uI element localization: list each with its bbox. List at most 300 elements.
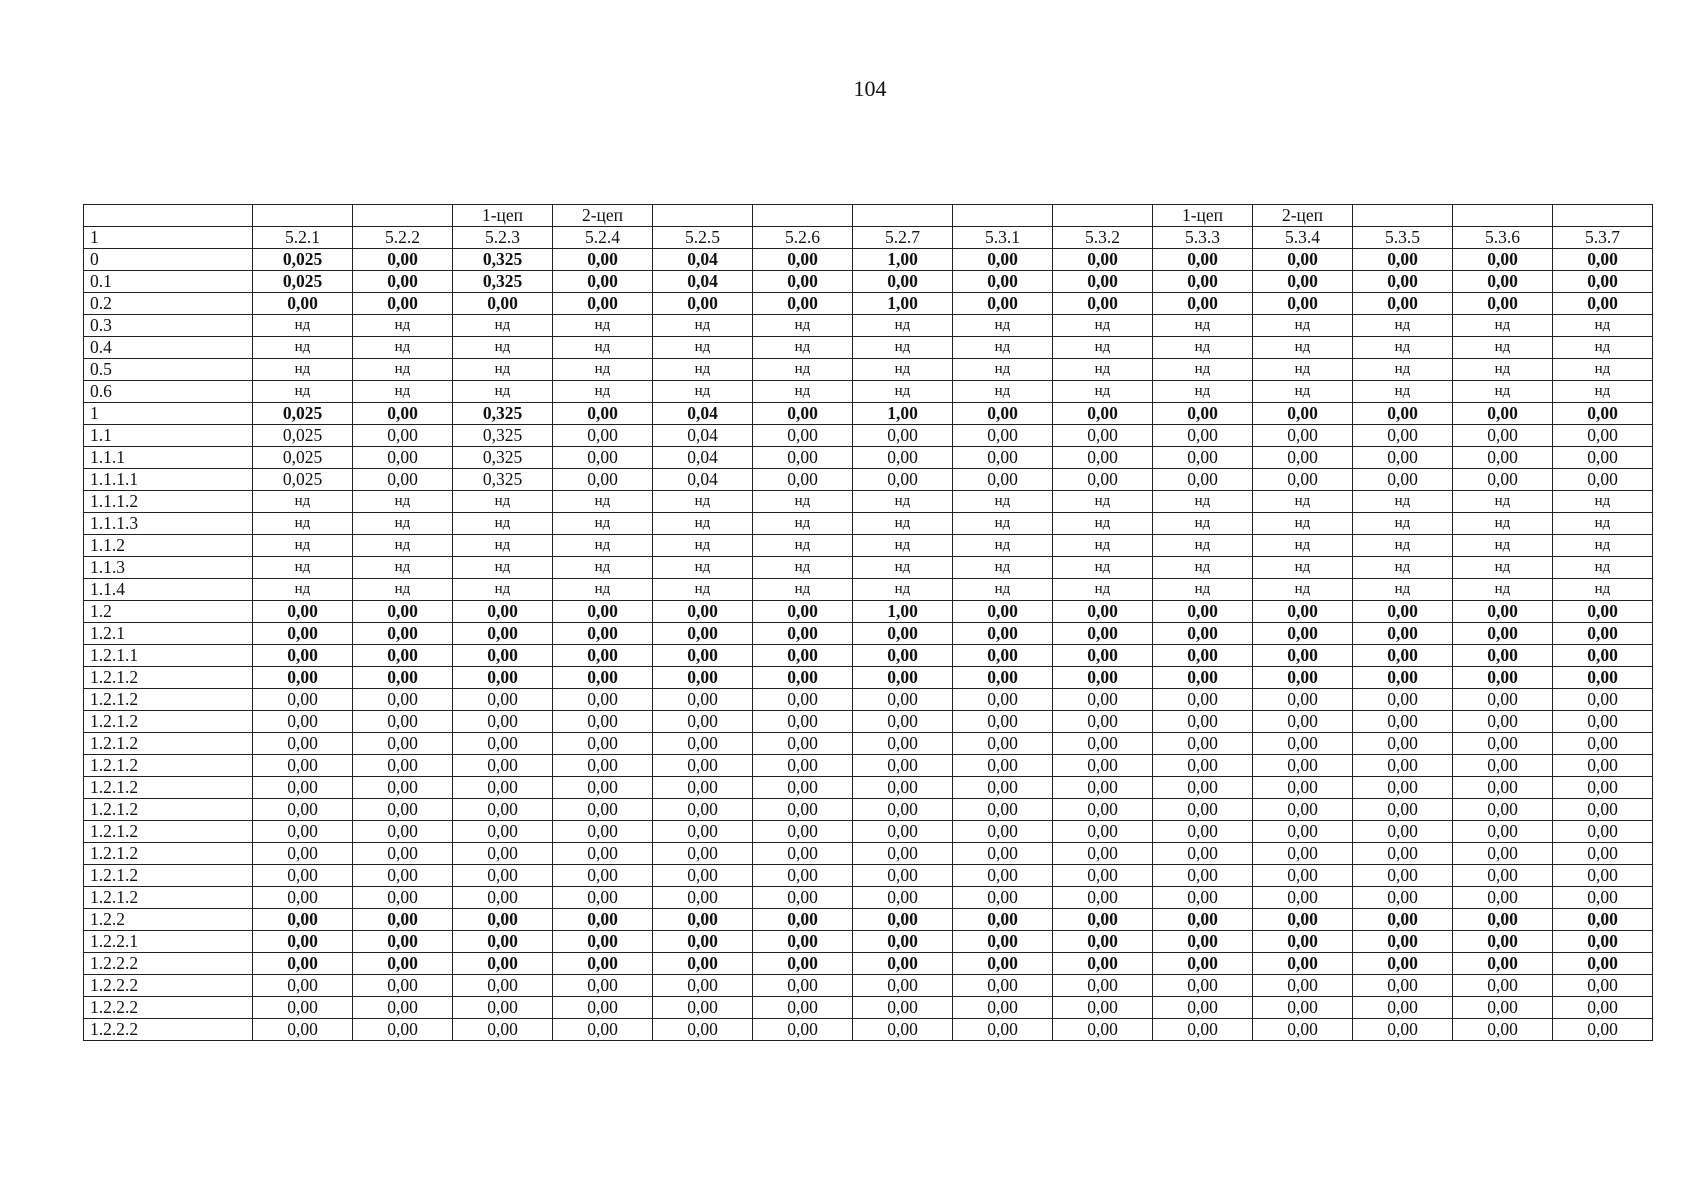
table-cell: 1,00 [853,403,953,425]
table-cell: нд [1153,315,1253,337]
table-cell: 0,00 [353,601,453,623]
table-cell: 0,00 [653,931,753,953]
table-cell: 0,00 [253,953,353,975]
table-cell: 0,00 [753,293,853,315]
table-cell: 0,00 [1153,689,1253,711]
table-cell: 0,00 [1253,887,1353,909]
table-cell: 0,00 [353,953,453,975]
table-cell: 0,04 [653,249,753,271]
table-row [84,711,1653,733]
table-cell: 0,00 [753,425,853,447]
table-cell: нд [653,381,753,403]
table-cell: 0,00 [253,777,353,799]
table-cell: 0,00 [1053,931,1153,953]
table-cell: 0,00 [753,447,853,469]
table-cell: 0,00 [953,887,1053,909]
table-cell: 0,00 [653,733,753,755]
table-cell: 0,00 [1053,601,1153,623]
row-label: 1.2.2.2 [84,953,253,975]
row-label: 1.2.1 [84,623,253,645]
table-cell: нд [1453,315,1553,337]
table-cell: 0,00 [453,843,553,865]
table-cell: 0,00 [1153,799,1253,821]
table-cell: 0,00 [1553,953,1653,975]
row-label: 1.2 [84,601,253,623]
table-cell: 0,00 [553,755,653,777]
table-cell: нд [1153,579,1253,601]
table-cell: 0,00 [1153,601,1253,623]
table-cell: 0,00 [1153,909,1253,931]
table-cell: нд [953,579,1053,601]
table-cell: 0,00 [1553,975,1653,997]
table-cell: нд [353,337,453,359]
table-cell: 0,00 [1353,403,1453,425]
table-cell: 0,00 [353,469,453,491]
table-cell: нд [653,359,753,381]
table-cell: нд [1053,491,1153,513]
table-cell: 0,00 [1253,403,1353,425]
table-cell: 0,00 [353,447,453,469]
table-cell: 0,00 [453,799,553,821]
table-cell: нд [1453,359,1553,381]
table-cell: нд [1553,513,1653,535]
table-cell: 0,00 [653,645,753,667]
row-label: 1.2.1.2 [84,821,253,843]
table-row [84,359,1653,381]
table-cell: нд [853,359,953,381]
table-cell: нд [753,557,853,579]
table-cell: нд [1453,337,1553,359]
table-cell: 0,00 [1353,755,1453,777]
table-cell: нд [753,491,853,513]
table-cell: 0,00 [453,689,553,711]
row-label: 0.4 [84,337,253,359]
table-cell: 0,00 [853,1019,953,1041]
table-cell: 0,00 [1153,997,1253,1019]
table-cell: 0,00 [753,777,853,799]
table-cell: нд [1553,491,1653,513]
table-cell: 0,00 [553,447,653,469]
table-cell: 0,00 [1253,821,1353,843]
table-cell: нд [1253,557,1353,579]
table-cell: 0,00 [553,997,653,1019]
row-label: 1.2.1.2 [84,755,253,777]
table-cell: 0,00 [1053,755,1153,777]
table-cell: 0,00 [753,601,853,623]
table-cell: 0,025 [253,271,353,293]
table-row [84,315,1653,337]
table-cell: 0,00 [1153,645,1253,667]
table-cell: нд [453,557,553,579]
table-cell: нд [953,535,1053,557]
table-cell: 0,00 [1053,249,1153,271]
table-cell: нд [1353,579,1453,601]
table-cell: 0,00 [753,755,853,777]
table-cell: 0,00 [1353,975,1453,997]
table-cell: 0,00 [853,469,953,491]
table-cell: нд [553,491,653,513]
table-cell: 0,00 [453,1019,553,1041]
table-cell: нд [553,315,653,337]
subheader-cell [853,205,953,227]
table-cell: 0,325 [453,425,553,447]
table-cell: 0,00 [453,667,553,689]
table-cell: 0,00 [353,997,453,1019]
subheader-row [84,205,1653,227]
table-cell: нд [1253,579,1353,601]
table-cell: нд [953,337,1053,359]
table-cell: 0,00 [753,733,853,755]
table-cell: 0,00 [1453,645,1553,667]
row-label: 1.2.1.2 [84,777,253,799]
table-cell: 1,00 [853,249,953,271]
table-cell: 0,00 [1353,271,1453,293]
table-cell: 0,00 [453,975,553,997]
table-cell: 0,00 [853,733,953,755]
table-cell: 0,025 [253,249,353,271]
table-cell: нд [1053,381,1153,403]
table-cell: 0,00 [1553,755,1653,777]
table-cell: нд [1453,535,1553,557]
table-cell: 0,00 [553,249,653,271]
table-cell: нд [1253,381,1353,403]
table-cell: 0,00 [853,997,953,1019]
table-cell: 0,00 [1353,865,1453,887]
table-cell: 0,00 [253,843,353,865]
table-cell: 0,00 [953,249,1053,271]
table-cell: 0,00 [753,667,853,689]
table-cell: 0,00 [853,271,953,293]
row-label: 1.1.1.2 [84,491,253,513]
row-label: 0.6 [84,381,253,403]
table-cell: нд [1353,535,1453,557]
table-cell: 0,00 [753,843,853,865]
table-cell: 0,00 [253,821,353,843]
table-cell: 0,00 [853,755,953,777]
table-cell: 0,00 [853,447,953,469]
table-cell: нд [1253,491,1353,513]
table-cell: 0,00 [753,997,853,1019]
table-cell: 0,00 [753,623,853,645]
table-cell: нд [953,381,1053,403]
table-cell: нд [1453,579,1553,601]
table-cell: нд [1253,315,1353,337]
table-cell: 0,00 [953,403,1053,425]
table-cell: 0,00 [553,711,653,733]
subheader-cell: 1-цеп [1153,205,1253,227]
row-label: 1.2.2 [84,909,253,931]
table-cell: 0,00 [853,799,953,821]
row-label: 0 [84,249,253,271]
table-cell: 0,00 [653,667,753,689]
table-cell: 0,00 [553,601,653,623]
table-cell: 0,00 [1253,975,1353,997]
table-cell: 0,00 [1053,425,1153,447]
subheader-cell: 1-цеп [453,205,553,227]
table-cell: нд [853,381,953,403]
subheader-cell: 2-цеп [1253,205,1353,227]
table-cell: нд [853,557,953,579]
table-cell: нд [253,359,353,381]
subheader-cell [953,205,1053,227]
table-cell: 0,00 [1053,271,1153,293]
table-cell: 0,00 [953,271,1053,293]
table-cell: 0,00 [253,601,353,623]
table-cell: нд [553,337,653,359]
table-cell: 0,00 [1453,843,1553,865]
table-cell: 0,00 [253,733,353,755]
table-cell: 0,00 [1553,733,1653,755]
table-cell: 0,00 [1453,425,1553,447]
table-cell: 0,00 [1253,667,1353,689]
table-cell: 0,00 [1353,887,1453,909]
table-cell: нд [453,535,553,557]
table-cell: нд [1553,535,1653,557]
table-row [84,645,1653,667]
table-cell: 0,00 [1253,997,1353,1019]
table-row [84,579,1653,601]
column-header: 5.2.1 [253,227,353,249]
table-cell: 0,00 [1453,271,1553,293]
table-cell: нд [853,315,953,337]
table-cell: нд [253,579,353,601]
row-label: 1 [84,403,253,425]
table-cell: 0,00 [353,909,453,931]
table-cell: нд [1453,513,1553,535]
table-cell: 0,00 [353,931,453,953]
table-cell: 0,00 [1153,249,1253,271]
row-label: 1.1.1.3 [84,513,253,535]
table-cell: 0,00 [953,645,1053,667]
table-cell: 0,00 [353,777,453,799]
table-cell: 0,00 [353,249,453,271]
table-cell: 0,00 [1353,447,1453,469]
subheader-cell [753,205,853,227]
table-cell: нд [1353,491,1453,513]
table-cell: нд [1553,337,1653,359]
table-cell: нд [553,579,653,601]
row-label: 1.1.2 [84,535,253,557]
table-cell: 0,00 [1553,403,1653,425]
table-cell: 0,00 [453,711,553,733]
column-header: 5.2.5 [653,227,753,249]
table-cell: 0,00 [1053,711,1153,733]
table-cell: 0,00 [1153,1019,1253,1041]
table-cell: нд [253,557,353,579]
row-label: 1.2.1.2 [84,689,253,711]
column-header: 5.2.4 [553,227,653,249]
table-row [84,249,1653,271]
subheader-cell [1053,205,1153,227]
table-cell: нд [1153,337,1253,359]
table-cell: 0,00 [1453,733,1553,755]
table-cell: 0,00 [253,667,353,689]
table-cell: 0,00 [1453,887,1553,909]
table-row [84,887,1653,909]
table-cell: нд [1253,337,1353,359]
table-cell: 0,00 [1553,271,1653,293]
table-row [84,381,1653,403]
table-cell: 0,00 [1553,711,1653,733]
table-cell: нд [1153,535,1253,557]
table-cell: 0,00 [653,843,753,865]
table-cell: нд [853,513,953,535]
table-cell: 0,00 [553,821,653,843]
table-cell: 0,00 [353,271,453,293]
table-cell: 0,00 [1153,931,1253,953]
table-cell: 0,00 [453,821,553,843]
table-cell: 0,00 [253,623,353,645]
table-cell: 0,00 [353,645,453,667]
table-cell: нд [1053,315,1153,337]
table-cell: 0,00 [353,755,453,777]
table-cell: 0,325 [453,469,553,491]
table-row [84,931,1653,953]
table-cell: 0,00 [1453,469,1553,491]
table-cell: 0,00 [353,293,453,315]
table-cell: нд [553,557,653,579]
table-cell: нд [653,535,753,557]
table-cell: 0,00 [1353,425,1453,447]
table-cell: 0,00 [653,293,753,315]
row-label: 1.2.2.2 [84,975,253,997]
table-cell: 0,00 [953,865,1053,887]
table-cell: 0,00 [453,909,553,931]
table-cell: 0,00 [553,667,653,689]
table-cell: 0,00 [953,293,1053,315]
table-cell: 0,00 [1553,425,1653,447]
table-cell: 0,00 [453,601,553,623]
table-row [84,601,1653,623]
table-cell: нд [253,381,353,403]
table-cell: нд [653,513,753,535]
table-cell: 0,00 [653,887,753,909]
page-number: 104 [853,76,887,101]
table-cell: 0,00 [553,469,653,491]
table-row [84,337,1653,359]
table-cell: 0,00 [1253,249,1353,271]
table-cell: нд [553,381,653,403]
table-cell: нд [553,359,653,381]
table-cell: 0,00 [953,733,1053,755]
table-cell: 0,00 [953,711,1053,733]
table-cell: 0,00 [1253,425,1353,447]
table-cell: 0,00 [1253,447,1353,469]
table-cell: 0,00 [853,843,953,865]
table-cell: 0,00 [1353,821,1453,843]
table-cell: 0,00 [753,865,853,887]
table-cell: 0,00 [1053,689,1153,711]
table-cell: 0,00 [1553,843,1653,865]
table-cell: 0,00 [1153,447,1253,469]
table-row [84,557,1653,579]
table-cell: 0,00 [353,799,453,821]
table-cell: 0,00 [553,271,653,293]
table-cell: нд [253,513,353,535]
table-cell: 0,00 [1153,843,1253,865]
table-cell: нд [753,359,853,381]
table-cell: 0,00 [1353,1019,1453,1041]
table-cell: 0,00 [1453,601,1553,623]
table-cell: 0,00 [1353,777,1453,799]
table-cell: нд [1553,315,1653,337]
table-cell: 0,00 [1053,887,1153,909]
table-cell: 0,00 [453,997,553,1019]
table-cell: 0,00 [1253,711,1353,733]
table-cell: нд [353,359,453,381]
table-cell: нд [853,337,953,359]
row-label: 1.1.1.1 [84,469,253,491]
table-cell: 0,00 [1053,777,1153,799]
row-label: 1.1.3 [84,557,253,579]
table-cell: 0,00 [453,953,553,975]
subheader-cell [84,205,253,227]
column-header: 5.2.3 [453,227,553,249]
table-cell: 0,00 [853,953,953,975]
table-cell: 0,00 [953,799,1053,821]
table-cell: 0,00 [553,799,653,821]
table-cell: 0,00 [1453,689,1553,711]
table-cell: 0,00 [853,887,953,909]
table-cell: 0,00 [253,689,353,711]
table-cell: нд [1453,491,1553,513]
table-cell: нд [1553,557,1653,579]
table-cell: нд [453,337,553,359]
table-row [84,535,1653,557]
table-cell: 0,00 [1553,799,1653,821]
table-cell: 0,00 [1453,623,1553,645]
subheader-cell: 2-цеп [553,205,653,227]
table-row [84,953,1653,975]
header-row-label: 1 [84,227,253,249]
table-cell: 0,00 [453,733,553,755]
table-cell: 0,00 [653,777,753,799]
table-cell: 0,00 [1453,909,1553,931]
table-cell: нд [1053,513,1153,535]
table-cell: 0,00 [1553,909,1653,931]
table-cell: 0,00 [653,601,753,623]
table-row [84,865,1653,887]
table-cell: 0,00 [453,865,553,887]
table-cell: 0,00 [1453,711,1553,733]
column-header: 5.2.2 [353,227,453,249]
column-header: 5.3.4 [1253,227,1353,249]
table-cell: 0,00 [653,821,753,843]
table-cell: 0,00 [553,733,653,755]
table-cell: 0,00 [1453,667,1553,689]
table-cell: нд [753,315,853,337]
row-label: 1.2.1.2 [84,887,253,909]
table-cell: 0,00 [1153,821,1253,843]
table-cell: 0,00 [953,601,1053,623]
table-row [84,689,1653,711]
table-cell: нд [1353,337,1453,359]
table-cell: 0,00 [653,623,753,645]
table-cell: 0,00 [253,931,353,953]
table-cell: 0,00 [1453,953,1553,975]
table-row [84,843,1653,865]
table-cell: 0,00 [1053,403,1153,425]
table-cell: нд [653,557,753,579]
table-cell: 0,00 [1253,293,1353,315]
table-cell: нд [553,535,653,557]
table-cell: нд [353,557,453,579]
table-cell: 0,00 [1453,755,1553,777]
table-cell: нд [753,337,853,359]
table-cell: 0,00 [553,909,653,931]
table-cell: 0,00 [953,821,1053,843]
table-cell: 0,00 [1053,447,1153,469]
